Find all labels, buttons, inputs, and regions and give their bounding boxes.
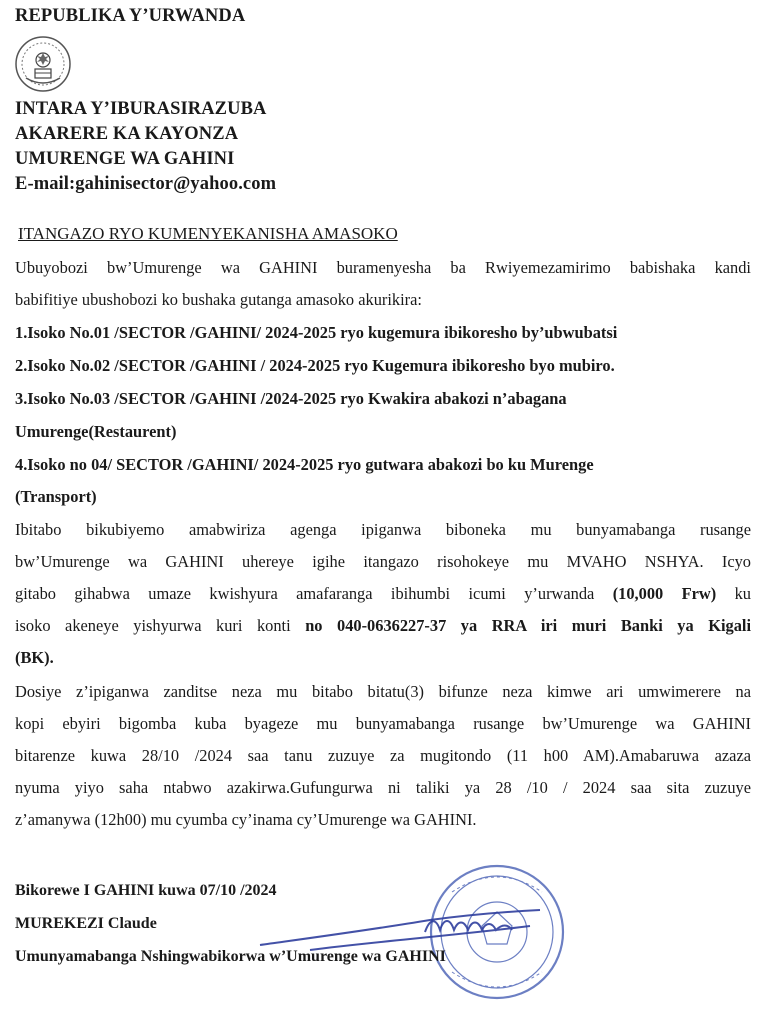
fee-amount: (10,000 Frw) bbox=[612, 584, 717, 603]
rwanda-coat-of-arms-icon bbox=[14, 34, 72, 94]
paragraph-line: bw’Umurenge wa GAHINI uhereye igihe itangazo risohokeye mu MVAHO NSHYA. Icyo bbox=[15, 552, 751, 571]
paragraph-text: ku bbox=[716, 584, 751, 603]
paragraph-line bbox=[15, 584, 751, 604]
notice-title: ITANGAZO RYO KUMENYEKANISHA AMASOKO bbox=[18, 224, 398, 243]
paragraph-text: gitabo gihabwa umaze kwishyura amafaranga ibihumbi icumi y’urwanda bbox=[15, 584, 613, 603]
paragraph-line: z’amanywa (12h00) mu cyumba cy’inama cy’Umurenge wa GAHINI. bbox=[15, 810, 477, 829]
bank-account-cont: (BK). bbox=[15, 648, 54, 667]
tender-item-2: 2.Isoko No.02 /SECTOR /GAHINI / 2024-2025 ryo Kugemura ibikoresho byo mubiro. bbox=[15, 356, 615, 375]
tender-item-4: 4.Isoko no 04/ SECTOR /GAHINI/ 2024-2025 ryo gutwara abakozi bo ku Murenge bbox=[15, 455, 594, 474]
sector-heading: UMURENGE WA GAHINI bbox=[15, 149, 235, 169]
signatory-role: Umunyamabanga Nshingwabikorwa w’Umurenge wa GAHINI bbox=[15, 948, 446, 965]
tender-item-1: 1.Isoko No.01 /SECTOR /GAHINI/ 2024-2025 ryo kugemura ibikoresho by’ubwubatsi bbox=[15, 323, 618, 342]
signatory-name: MUREKEZI Claude bbox=[15, 915, 157, 932]
paragraph-line: kopi ebyiri bigomba kuba byageze mu bunyamabanga rusange bw’Umurenge wa GAHINI bbox=[15, 714, 751, 733]
paragraph-line: Ibitabo bikubiyemo amabwiriza agenga ipiganwa biboneka mu bunyamabanga rusange bbox=[15, 520, 751, 539]
email-line: E-mail:gahinisector@yahoo.com bbox=[15, 174, 277, 194]
place-date: Bikorewe I GAHINI kuwa 07/10 /2024 bbox=[15, 882, 277, 899]
tender-item-3: 3.Isoko No.03 /SECTOR /GAHINI /2024-2025 ryo Kwakira abakozi n’abagana bbox=[15, 389, 567, 408]
tender-item-3-cont: Umurenge(Restaurent) bbox=[15, 422, 177, 441]
paragraph-text: isoko akeneye yishyurwa kuri konti bbox=[15, 616, 306, 635]
paragraph-line: nyuma yiyo saha ntabwo azakirwa.Gufungurwa ni taliki ya 28 /10 / 2024 saa sita zuzuye bbox=[15, 778, 751, 797]
tender-item-4-cont: (Transport) bbox=[15, 487, 97, 506]
intro-line: Ubuyobozi bw’Umurenge wa GAHINI buramenyesha ba Rwiyemezamirimo babishaka kandi bbox=[15, 258, 751, 277]
bank-account: no 040-0636227-37 ya RRA iri muri Banki ya Kigali bbox=[305, 616, 751, 635]
paragraph-line: bitarenze kuwa 28/10 /2024 saa tanu zuzuye za mugitondo (11 h00 AM).Amabaruwa azaza bbox=[15, 746, 751, 765]
intro-line: babifitiye ubushobozi ko bushaka gutanga amasoko akurikira: bbox=[15, 290, 422, 309]
district-heading: AKARERE KA KAYONZA bbox=[15, 124, 239, 144]
paragraph-line bbox=[15, 616, 751, 636]
paragraph-line: Dosiye z’ipiganwa zanditse neza mu bitabo bitatu(3) bifunze neza kimwe ari umwimerere na bbox=[15, 682, 751, 701]
republic-heading: REPUBLIKA Y’URWANDA bbox=[15, 6, 246, 26]
province-heading: INTARA Y’IBURASIRAZUBA bbox=[15, 99, 267, 119]
official-stamp-icon bbox=[412, 852, 582, 1002]
